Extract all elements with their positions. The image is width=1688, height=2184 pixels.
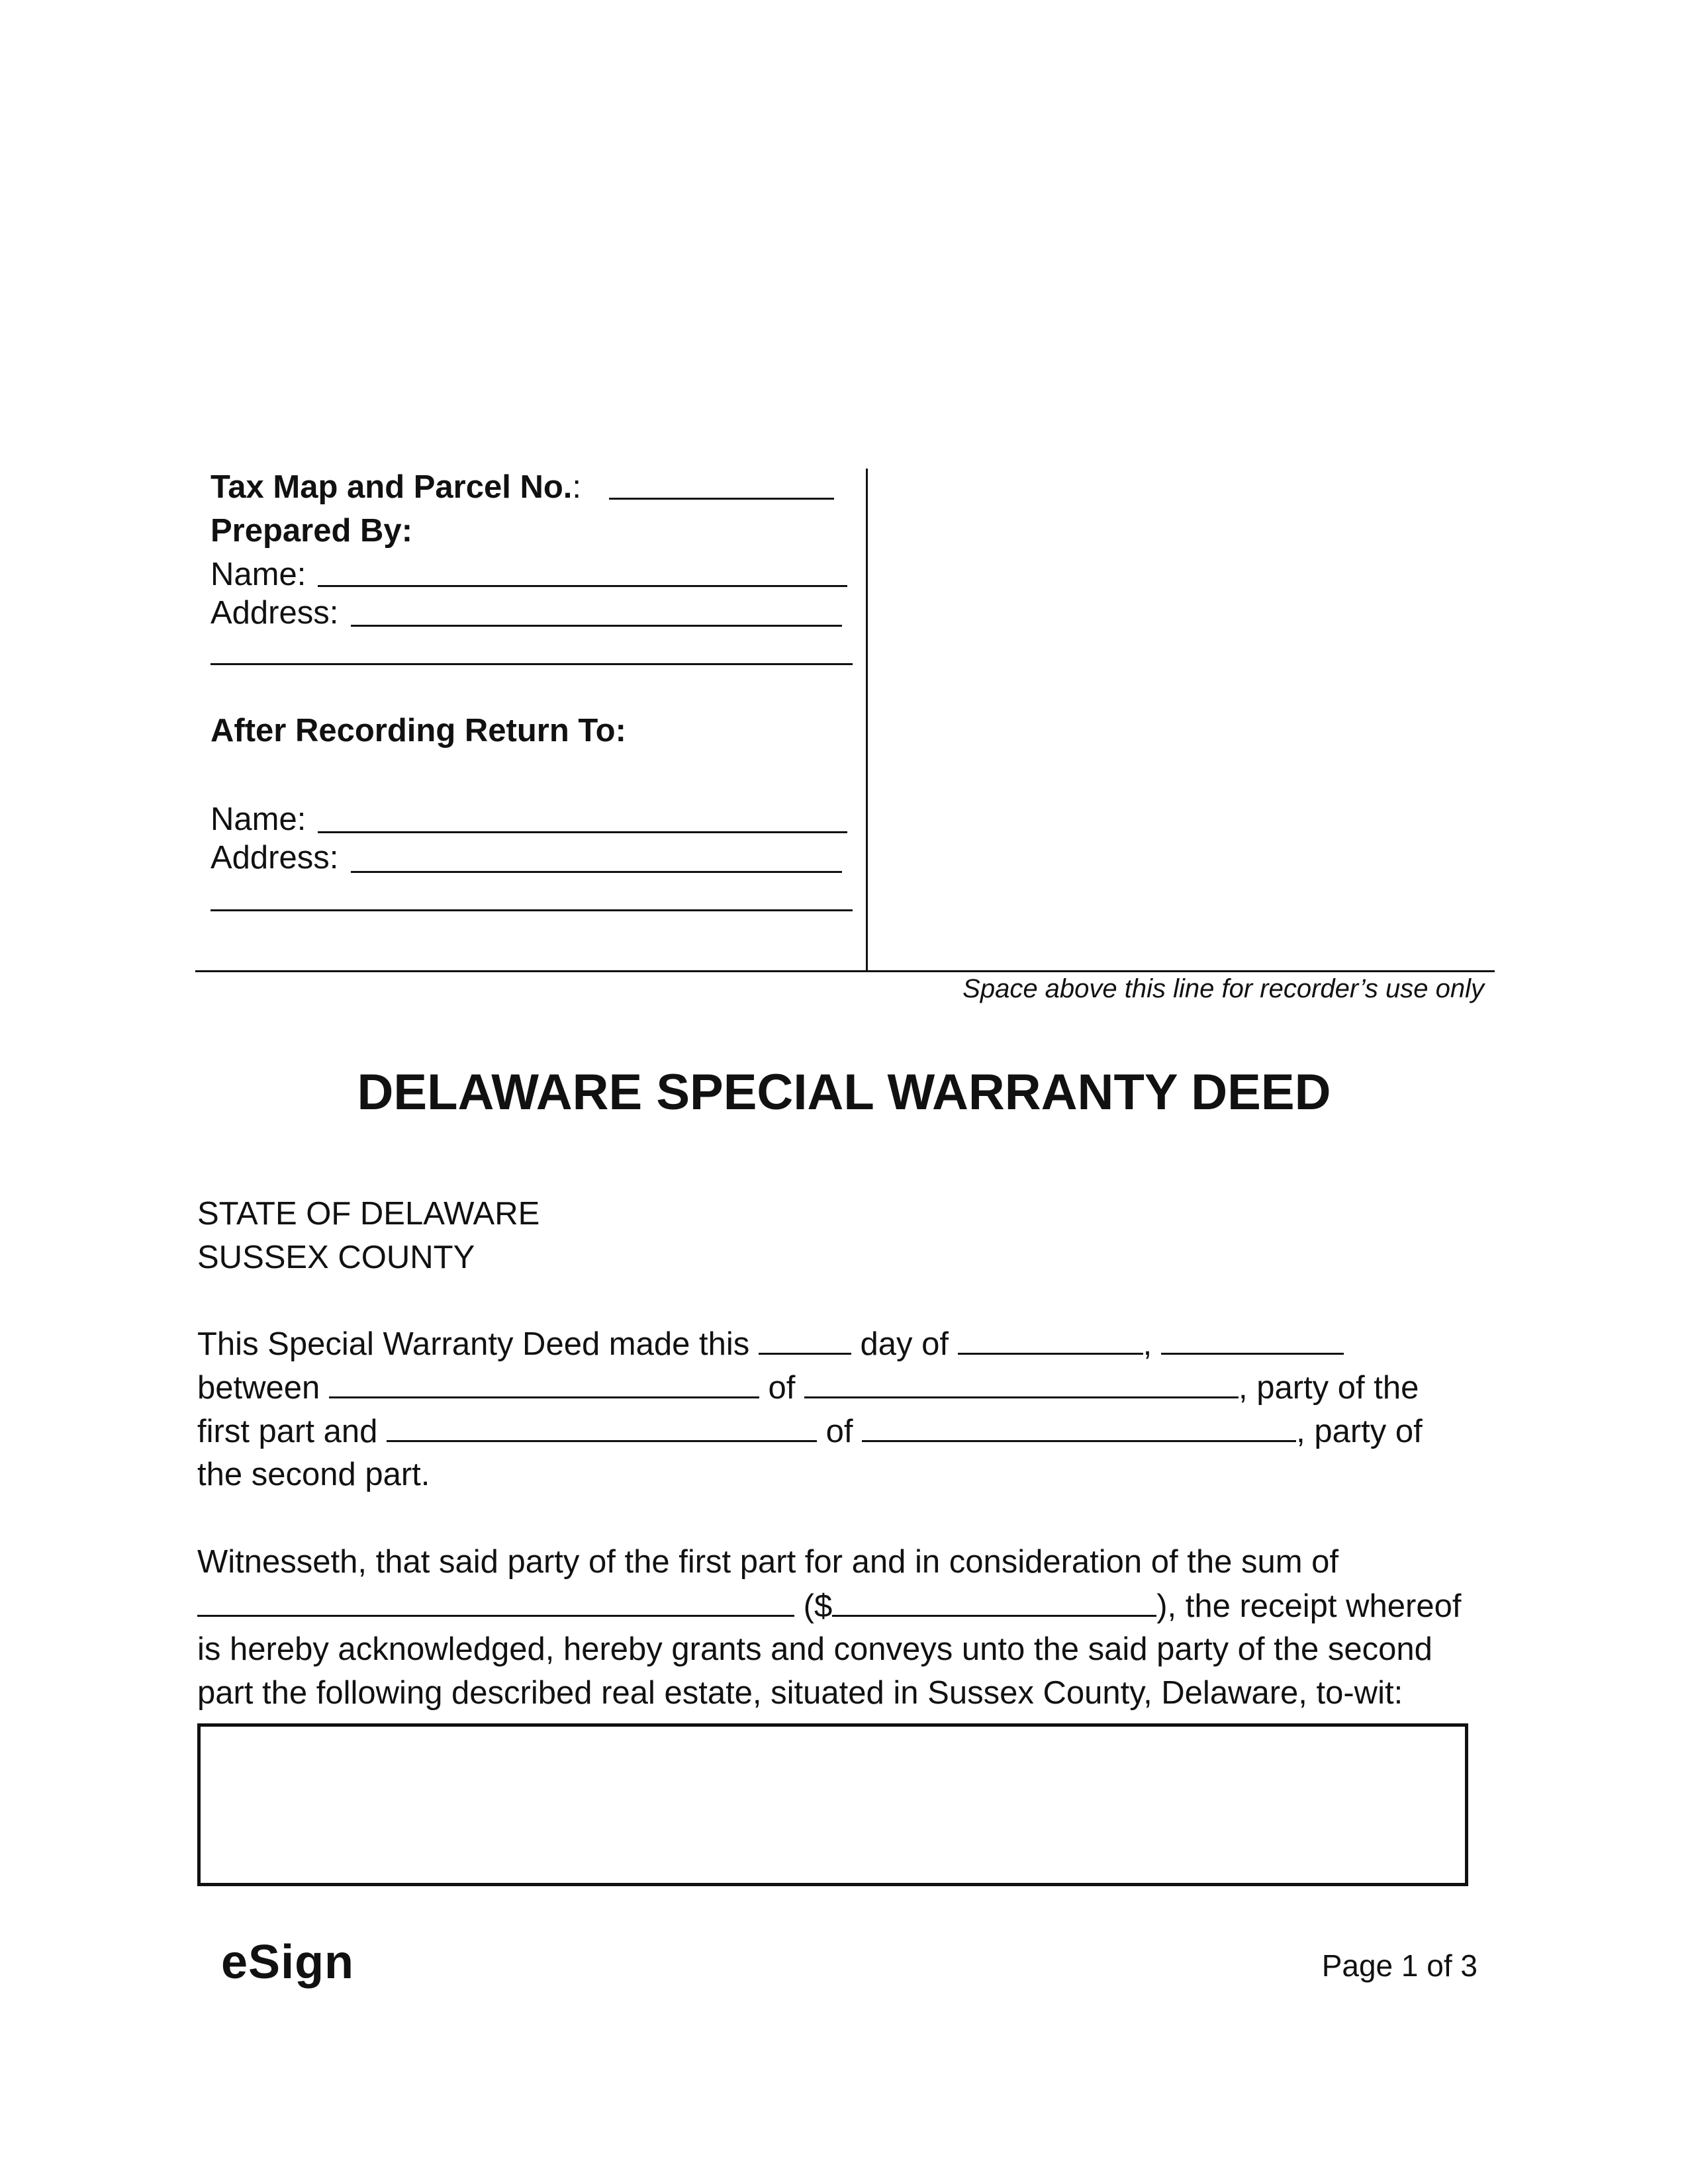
return-name-label: Name: — [211, 801, 306, 837]
recorder-use-note: Space above this line for recorder’s use only — [962, 974, 1484, 1003]
day-of-text: day of — [860, 1326, 949, 1362]
acknowledged-text: is hereby acknowledged, hereby grants and conveys unto the said party of the second — [197, 1631, 1432, 1667]
second-party-address-field[interactable] — [862, 1411, 1296, 1442]
between-text: between — [197, 1370, 320, 1406]
prepared-name-label: Name: — [211, 557, 306, 592]
legal-description-box[interactable] — [197, 1723, 1468, 1886]
first-party-line — [197, 1367, 1419, 1408]
party-of-text: , party of — [1296, 1414, 1423, 1449]
tax-map-parcel-text: Tax Map and Parcel No. — [211, 469, 573, 505]
tax-map-parcel-label — [211, 467, 581, 507]
first-party-name-field[interactable] — [329, 1367, 759, 1398]
second-party-line — [197, 1411, 1423, 1451]
prepared-address-field[interactable] — [351, 625, 842, 627]
prepared-address-field-2[interactable] — [211, 663, 853, 665]
second-party-name-field[interactable] — [387, 1411, 817, 1442]
date-comma: , — [1143, 1326, 1152, 1362]
prepared-name-field[interactable] — [318, 585, 847, 587]
described-estate-text: part the following described real estate, situated in Sussex County, Delaware, to-wit: — [197, 1675, 1403, 1711]
prepared-by-heading: Prepared By: — [211, 513, 413, 549]
page-number: Page 1 of 3 — [1321, 1948, 1477, 1983]
state-label: STATE OF DELAWARE — [197, 1196, 540, 1232]
deed-month-field[interactable] — [958, 1324, 1143, 1355]
consideration-words-field[interactable] — [197, 1586, 794, 1617]
return-name-field[interactable] — [318, 831, 847, 833]
deed-date-line — [197, 1324, 1344, 1364]
esign-logo: eSign — [221, 1936, 355, 1989]
tax-map-parcel-field[interactable] — [609, 498, 834, 500]
county-label: SUSSEX COUNTY — [197, 1240, 475, 1275]
return-address-label: Address: — [211, 840, 339, 876]
dollar-open-text: ($ — [803, 1588, 833, 1624]
prepared-address-label: Address: — [211, 595, 339, 631]
consideration-amount-field[interactable] — [832, 1586, 1156, 1617]
return-address-field-2[interactable] — [211, 909, 853, 911]
deed-day-field[interactable] — [759, 1324, 851, 1355]
witnesseth-text: Witnesseth, that said party of the first part for and in consideration of the sum of — [197, 1544, 1339, 1580]
document-title: DELAWARE SPECIAL WARRANTY DEED — [357, 1064, 1331, 1120]
return-to-heading: After Recording Return To: — [211, 713, 626, 749]
of-text-1: of — [768, 1370, 796, 1406]
party-of-the-text: , party of the — [1239, 1370, 1419, 1406]
return-address-field[interactable] — [351, 871, 842, 873]
deed-year-field[interactable] — [1161, 1324, 1344, 1355]
deed-made-text: This Special Warranty Deed made this — [197, 1326, 750, 1362]
second-part-text: the second part. — [197, 1457, 430, 1492]
first-party-address-field[interactable] — [804, 1367, 1239, 1398]
tax-map-colon: : — [572, 469, 582, 505]
receipt-whereof-text: ), the receipt whereof — [1156, 1588, 1462, 1624]
consideration-line — [197, 1586, 1462, 1626]
first-part-and-text: first part and — [197, 1414, 378, 1449]
of-text-2: of — [825, 1414, 853, 1449]
recorder-divider-vertical — [866, 469, 868, 972]
